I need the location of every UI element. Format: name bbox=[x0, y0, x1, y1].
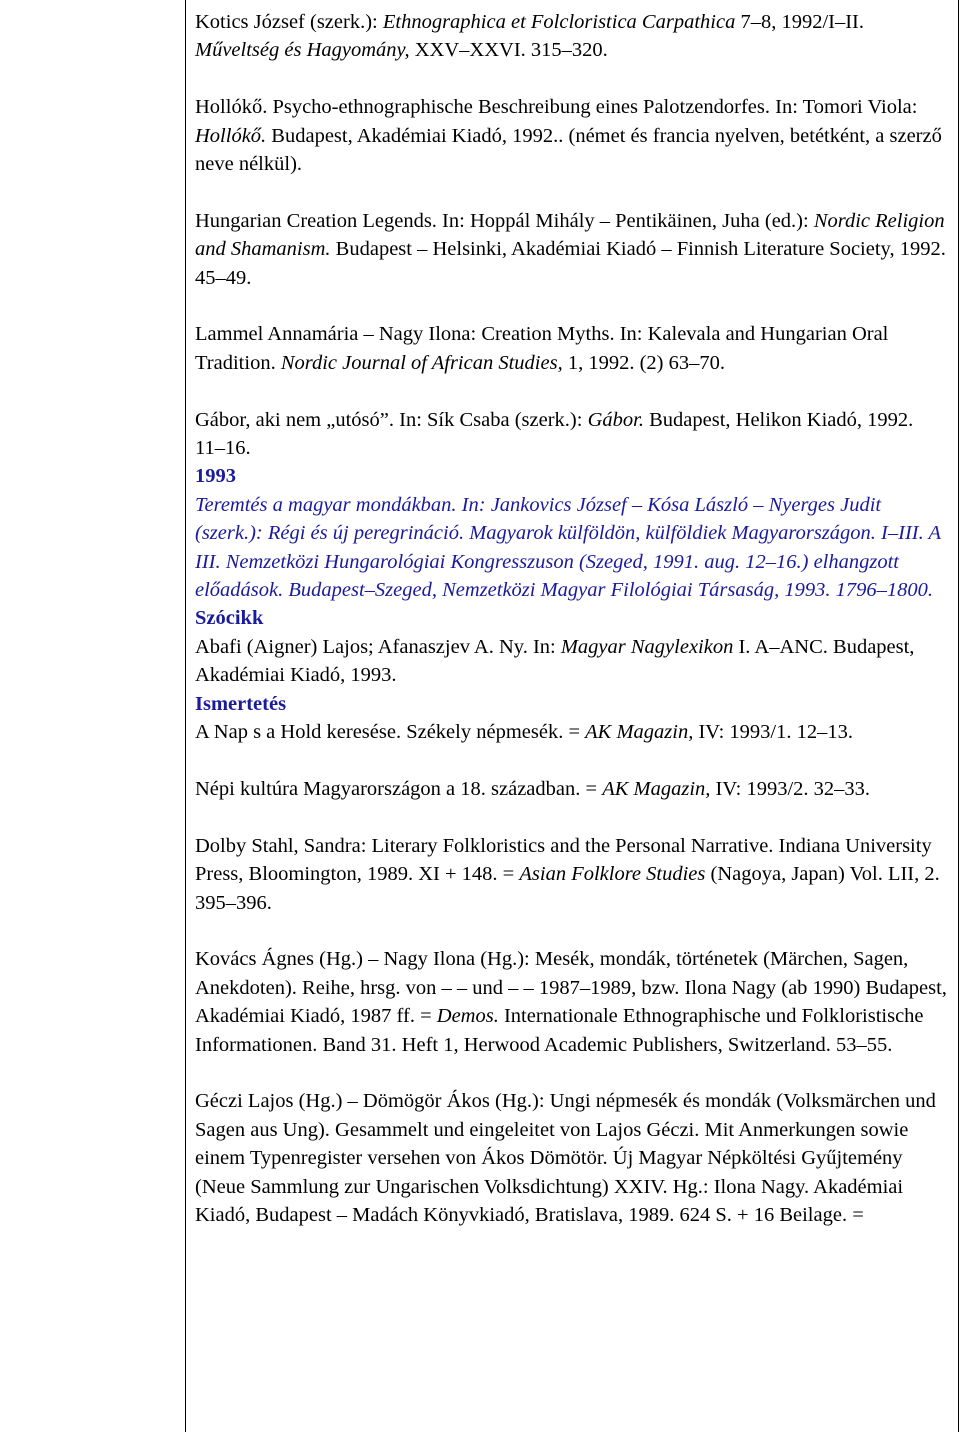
entry-text: Szócikk bbox=[195, 607, 264, 630]
section-heading bbox=[195, 690, 947, 718]
table-right-border bbox=[958, 0, 959, 1432]
bibliography-entry bbox=[195, 1087, 947, 1229]
bibliography-entry bbox=[195, 633, 947, 690]
entry-text: (Nagoya, Japan) Vol. LII, 2. 395–396. bbox=[195, 863, 940, 914]
entry-text: XXV–XXVI. 315–320. bbox=[409, 39, 608, 62]
entry-text: IV: 1993/1. 12–13. bbox=[693, 721, 853, 744]
bibliography-entry bbox=[195, 832, 947, 917]
entry-text: 7–8, 1992/I–II. bbox=[735, 11, 865, 33]
entry-title-italic: Demos. bbox=[436, 1005, 499, 1028]
entry-text: Budapest, Akadémiai Kiadó, 1992.. (német és francia nyelven, betétként, a szerző neve nélkül). bbox=[195, 124, 942, 176]
bibliography-entry bbox=[195, 8, 947, 65]
table-left-border bbox=[185, 0, 186, 1432]
entry-text: Kotics József (szerk.): bbox=[195, 11, 383, 33]
entry-text: IV: 1993/2. 32–33. bbox=[710, 777, 871, 800]
bibliography-entry bbox=[195, 775, 947, 803]
bibliography-entry bbox=[195, 93, 947, 178]
section-heading bbox=[195, 604, 947, 632]
entry-text: Kovács Ágnes (Hg.) – Nagy Ilona (Hg.): Mesék, mondák, történetek (Märchen, Sagen, Anekdoten). Reihe, hrsg. von – – und – – 1987–1989, bzw. Ilona Nagy (ab 1990) Budapest, Akadémiai Kiadó, 1987 ff. = bbox=[195, 948, 947, 1028]
entry-title-italic: Műveltség és Hagyomány, bbox=[195, 39, 410, 62]
entry-text: Népi kultúra Magyarországon a 18. században. = bbox=[195, 777, 603, 800]
bibliography-entry bbox=[195, 320, 947, 377]
bibliography-entry bbox=[195, 718, 947, 746]
entry-text: 1993 bbox=[195, 465, 236, 488]
bibliography-entry bbox=[195, 491, 947, 605]
entry-text: Abafi (Aigner) Lajos; Afanaszjev A. Ny. In: bbox=[195, 635, 561, 658]
entry-title-italic: AK Magazin, bbox=[602, 777, 711, 800]
bibliography-entry bbox=[195, 207, 947, 292]
year-heading bbox=[195, 462, 947, 490]
entry-text: 1, 1992. (2) 63–70. bbox=[562, 351, 725, 374]
entry-text: Dolby Stahl, Sandra: Literary Folkloristics and the Personal Narrative. Indiana University Press, Bloomington, 1989. XI + 148. = bbox=[195, 834, 932, 886]
entry-title-italic: Ethnographica et Folcloristica Carpathica bbox=[382, 11, 736, 33]
bibliography-entry bbox=[195, 406, 947, 463]
entry-text: Gábor, aki nem „utósó”. In: Sík Csaba (szerk.): bbox=[195, 408, 588, 431]
entry-text: Lammel Annamária – Nagy Ilona: Creation Myths. In: Kalevala and Hungarian Oral Tradition. bbox=[195, 323, 889, 374]
entry-text: A Nap s a Hold keresése. Székely népmesék. = bbox=[195, 721, 586, 744]
entry-title-italic: Asian Folklore Studies bbox=[519, 863, 706, 886]
entry-title-italic: Nordic Religion and Shamanism. bbox=[195, 209, 945, 261]
entry-text: Hungarian Creation Legends. In: Hoppál Mihály – Pentikäinen, Juha (ed.): bbox=[195, 209, 814, 232]
bibliography-entry bbox=[195, 945, 947, 1059]
entry-text: I. A–ANC. Budapest, Akadémiai Kiadó, 1993. bbox=[195, 635, 915, 687]
entry-text: Budapest, Helikon Kiadó, 1992. 11–16. bbox=[195, 408, 914, 460]
entry-title-italic: AK Magazin, bbox=[585, 721, 694, 744]
entry-text: Hollókő. Psycho-ethnographische Beschreibung eines Palotzendorfes. In: Tomori Viola: bbox=[195, 96, 918, 119]
entry-title-italic: Gábor. bbox=[587, 408, 644, 431]
entry-text: Ismertetés bbox=[195, 692, 287, 715]
entry-title-italic: Nordic Journal of African Studies, bbox=[280, 351, 563, 374]
entry-text: Internationale Ethnographische und Folkloristische Informationen. Band 31. Heft 1, Herwood Academic Publishers, Switzerland. 53–55. bbox=[195, 1005, 924, 1056]
entry-title-italic: Teremtés a magyar mondákban. In: Jankovics József – Kósa László – Nyerges Judit (szerk.): Régi és új peregrináció. Magyarok külföldön, külföldiek Magyarországon. I–III. A III. Nemzetközi Hungarológiai Kongresszuson (Szeged, 1991. aug. 12–16.) elhangzott előadások. Budapest–Szeged, Nemzetközi Magyar Filológiai Társaság, 1993. 1796–1800. bbox=[195, 493, 941, 602]
entry-title-italic: Hollókő. bbox=[195, 124, 267, 147]
entry-text: Géczi Lajos (Hg.) – Dömögör Ákos (Hg.): Ungi népmesék és mondák (Volksmärchen und Sagen aus Ung). Gesammelt und eingeleitet von Lajos Géczi. Mit Anmerkungen sowie einem Typenregister versehen von Ákos Dömötör. Új Magyar Népköltési Gyűjtemény (Neue Sammlung zur Ungarischen Volksdichtung) XXIV. Hg.: Ilona Nagy. Akadémiai Kiadó, Budapest – Madách Könyvkiadó, Bratislava, 1989. 624 S. + 16 Beilage. = bbox=[195, 1090, 936, 1226]
bibliography-column bbox=[195, 8, 947, 1229]
entry-text: Budapest – Helsinki, Akadémiai Kiadó – Finnish Literature Society, 1992. 45–49. bbox=[195, 238, 946, 289]
entry-title-italic: Magyar Nagylexikon bbox=[560, 635, 734, 658]
